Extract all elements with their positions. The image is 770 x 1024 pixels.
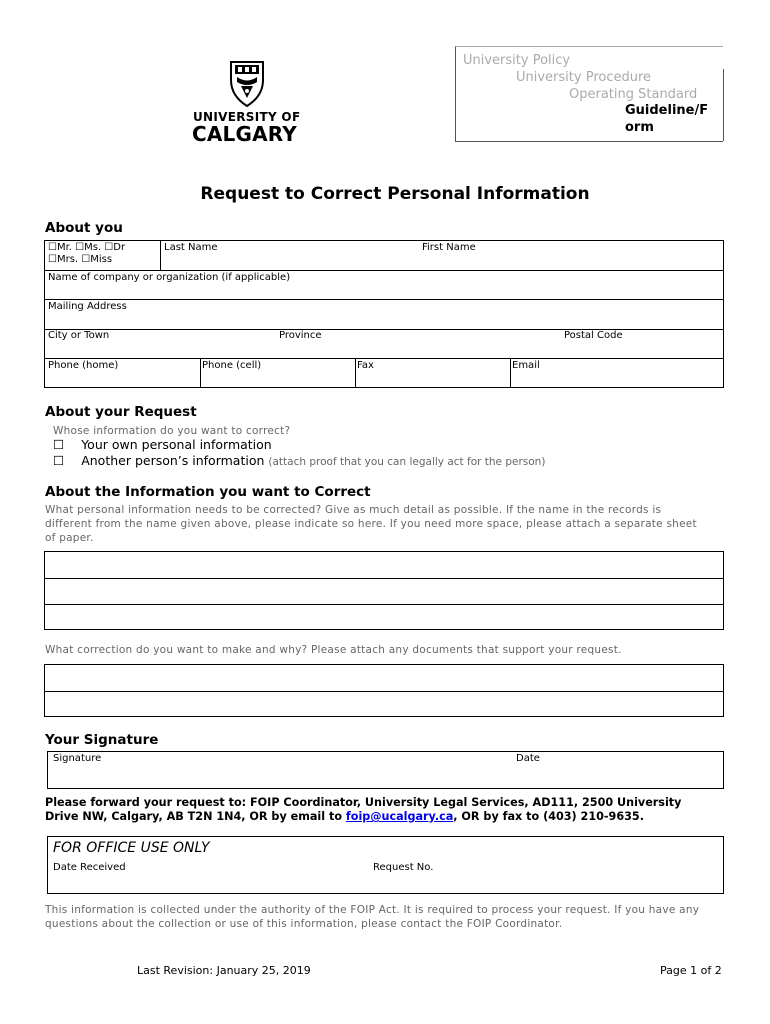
first-name-field[interactable]: First Name (422, 242, 476, 253)
logo-line1: UNIVERSITY OF (193, 110, 301, 124)
info-heading: About the Information you want to Correct (45, 484, 371, 500)
info-paragraph-line2: different from the name given above, please indicate so here. If you need more space, please attach a separate sheet (45, 518, 697, 530)
salutation-checkboxes-1[interactable]: ☐Mr. ☐Ms. ☐Dr (48, 242, 126, 253)
forward-line2-pre: Drive NW, Calgary, AB T2N 1N4, OR by email to (45, 810, 346, 823)
last-revision: Last Revision: January 25, 2019 (137, 964, 311, 977)
email-field[interactable]: Email (512, 360, 540, 371)
about-you-heading: About you (45, 220, 123, 236)
info-paragraph (45, 503, 735, 545)
page-title: Request to Correct Personal Information (200, 184, 590, 204)
foip-email-link[interactable]: foip@ucalgary.ca (345, 810, 454, 823)
option-own-checkbox[interactable]: ☐ (53, 437, 65, 452)
correction-answer-lines[interactable] (44, 664, 724, 717)
forward-line1: Please forward your request to: FOIP Coordinator, University Legal Services, AD111, 2500 University (45, 796, 682, 809)
fax-field[interactable]: Fax (357, 360, 374, 371)
date-received-label: Date Received (53, 862, 126, 873)
request-question: Whose information do you want to correct? (53, 425, 291, 437)
forward-line2-post: , OR by fax to (403) 210-9635. (453, 810, 644, 823)
signature-heading: Your Signature (45, 732, 159, 748)
signature-box[interactable] (47, 751, 724, 789)
company-field[interactable]: Name of company or organization (if applicable) (48, 272, 291, 283)
province-field[interactable]: Province (279, 330, 322, 341)
option-other-label: Another person’s information (81, 453, 265, 468)
office-use-heading: FOR OFFICE USE ONLY (53, 840, 210, 856)
option-other-checkbox[interactable]: ☐ (53, 453, 65, 468)
crest-icon (227, 58, 267, 108)
phone-home-field[interactable]: Phone (home) (48, 360, 119, 371)
logo-line2: CALGARY (192, 122, 297, 146)
forward-instructions (45, 796, 681, 824)
office-use-box (47, 836, 724, 894)
doctype-guideline-1: Guideline/F (625, 103, 709, 118)
request-heading: About your Request (45, 404, 197, 420)
doctype-standard: Operating Standard (569, 87, 698, 102)
option-own-row[interactable] (53, 437, 272, 452)
page-number: Page 1 of 2 (660, 964, 722, 977)
phone-cell-field[interactable]: Phone (cell) (202, 360, 262, 371)
option-other-row[interactable] (53, 453, 545, 468)
doctype-procedure: University Procedure (516, 70, 652, 85)
city-field[interactable]: City or Town (48, 330, 110, 341)
signature-label: Signature (53, 753, 102, 764)
mailing-address-field[interactable]: Mailing Address (48, 301, 127, 312)
collection-notice (45, 903, 735, 931)
salutation-checkboxes-2[interactable]: ☐Mrs. ☐Miss (48, 254, 113, 265)
doctype-guideline-2: orm (625, 120, 654, 135)
notice-line2: questions about the collection or use of this information, please contact the FOIP Coordinator. (45, 918, 563, 930)
notice-line1: This information is collected under the authority of the FOIP Act. It is required to process your request. If you have any (45, 904, 700, 916)
document-type-box (455, 46, 723, 142)
option-other-note: (attach proof that you can legally act for the person) (268, 456, 546, 468)
info-paragraph-line3: of paper. (45, 532, 94, 544)
about-you-table (44, 240, 724, 388)
info-paragraph-line1: What personal information needs to be corrected? Give as much detail as possible. If the name in the records is (45, 504, 662, 516)
last-name-field[interactable]: Last Name (164, 242, 218, 253)
request-no-label: Request No. (373, 862, 434, 873)
date-label: Date (516, 753, 540, 764)
postal-code-field[interactable]: Postal Code (564, 330, 623, 341)
option-own-label: Your own personal information (81, 437, 272, 452)
correction-question: What correction do you want to make and why? Please attach any documents that support your request. (45, 644, 622, 656)
info-answer-lines[interactable] (44, 551, 724, 630)
doctype-policy: University Policy (463, 53, 571, 68)
